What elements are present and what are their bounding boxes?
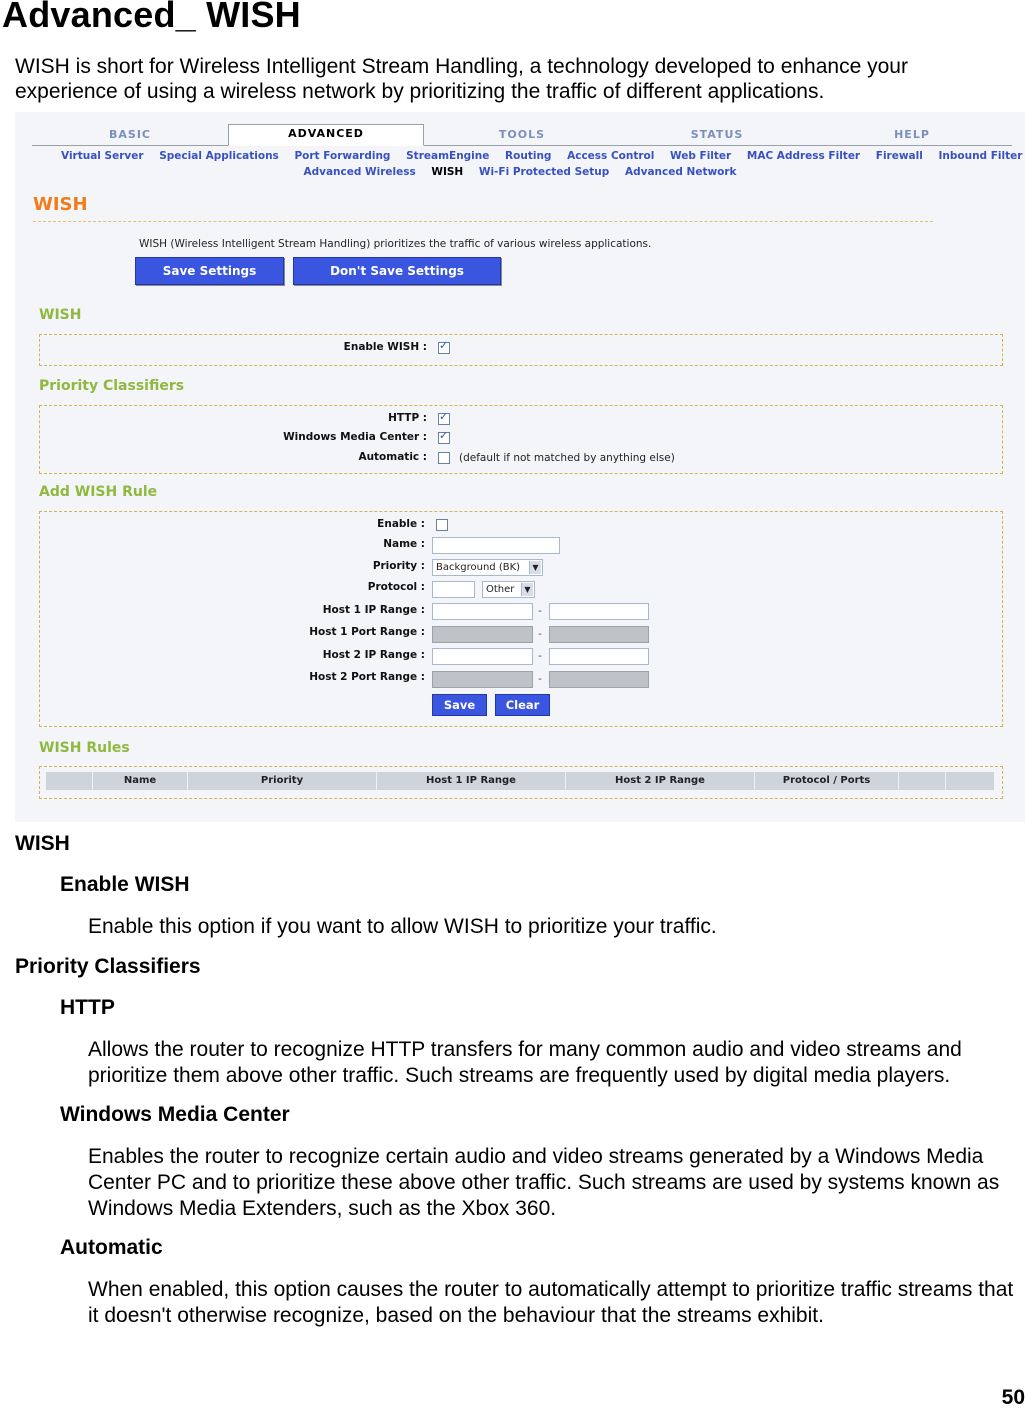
subnav-wifi-protected-setup[interactable]: Wi-Fi Protected Setup [478, 166, 610, 178]
rule-protocol-label: Protocol : [367, 581, 425, 593]
subnav-mac-address-filter[interactable]: MAC Address Filter [746, 150, 861, 162]
subnav-advanced-wireless[interactable]: Advanced Wireless [303, 166, 416, 178]
subnav-web-filter[interactable]: Web Filter [670, 150, 732, 162]
priority-section-title: Priority Classifiers [39, 378, 185, 394]
http-label: HTTP : [388, 412, 427, 424]
doc-enable-wish-text: Enable this option if you want to allow WISH to prioritize your traffic. [88, 915, 717, 938]
range-dash: - [538, 604, 542, 617]
doc-http-text: Allows the router to recognize HTTP transfers for many common audio and video streams and prioritize them above other traffic. Such streams are frequently used by digital media players. [88, 1038, 962, 1087]
page-title: Advanced_ WISH [2, 0, 301, 35]
host2-ip-label: Host 2 IP Range : [322, 649, 425, 661]
chevron-down-icon: ▼ [529, 561, 541, 574]
automatic-checkbox[interactable] [438, 452, 450, 464]
doc-priority-heading: Priority Classifiers [15, 955, 201, 978]
rule-name-input[interactable] [432, 537, 560, 554]
host1-ip-label: Host 1 IP Range : [322, 604, 425, 616]
dont-save-settings-button[interactable]: Don't Save Settings [293, 257, 501, 285]
automatic-hint: (default if not matched by anything else) [459, 452, 675, 464]
page-number: 50 [1001, 1386, 1025, 1409]
router-screenshot [15, 112, 1025, 822]
settings-heading: WISH [33, 194, 88, 215]
rule-enable-label: Enable : [377, 518, 425, 530]
tab-basic[interactable]: BASIC [109, 128, 151, 141]
tab-tools[interactable]: TOOLS [498, 128, 546, 141]
rule-protocol-value: Other [486, 584, 515, 595]
rules-col-blank [46, 772, 93, 790]
rule-enable-checkbox[interactable] [436, 519, 448, 531]
doc-wmc-heading: Windows Media Center [60, 1103, 290, 1126]
subnav-streamengine[interactable]: StreamEngine [406, 150, 490, 162]
subnav-inbound-filter[interactable]: Inbound Filter [938, 150, 1023, 162]
wmc-label: Windows Media Center : [283, 431, 427, 443]
rule-save-button[interactable]: Save [432, 694, 487, 716]
doc-wmc-text: Enables the router to recognize certain audio and video streams generated by a Windows Media Center PC and to prioritize these above other traffic. Such streams are used by systems known as Windows Media Extenders, such as the Xbox 360. [88, 1145, 1000, 1220]
doc-automatic-text: When enabled, this option causes the router to automatically attempt to prioritize traffic streams that it doesn't otherwise recognize, based on the behaviour that the streams exhibit. [88, 1278, 1014, 1327]
doc-http-heading: HTTP [60, 996, 115, 1019]
rule-priority-label: Priority : [372, 560, 425, 572]
doc-automatic-heading: Automatic [60, 1236, 163, 1259]
intro-paragraph: WISH is short for Wireless Intelligent Stream Handling, a technology developed to enhance your experience of using a wireless network by prioritizing the traffic of different applications. [15, 55, 908, 103]
host1-port-start-input[interactable] [432, 626, 533, 643]
host2-port-label: Host 2 Port Range : [309, 671, 425, 683]
rules-section-title: WISH Rules [39, 740, 130, 756]
tab-help[interactable]: HELP [894, 128, 930, 141]
host1-ip-start-input[interactable] [432, 603, 533, 620]
rules-col-priority: Priority [188, 772, 377, 790]
subnav-row-2 [55, 166, 985, 178]
subnav-row-1 [55, 150, 1023, 162]
settings-description: WISH (Wireless Intelligent Stream Handling) prioritizes the traffic of various wireless applications. [139, 238, 652, 250]
subnav-port-forwarding[interactable]: Port Forwarding [294, 150, 391, 162]
host1-port-end-input[interactable] [549, 626, 649, 643]
rules-col-host2: Host 2 IP Range [566, 772, 755, 790]
rules-col-blank [899, 772, 946, 790]
rule-protocol-select[interactable] [482, 581, 535, 598]
divider [33, 221, 933, 222]
subnav-special-applications[interactable]: Special Applications [159, 150, 279, 162]
rule-name-label: Name : [383, 538, 425, 550]
subnav-advanced-network[interactable]: Advanced Network [624, 166, 737, 178]
subnav-virtual-server[interactable]: Virtual Server [61, 150, 144, 162]
rule-priority-value: Background (BK) [436, 562, 521, 573]
http-checkbox[interactable] [438, 413, 450, 425]
rule-clear-button[interactable]: Clear [495, 694, 550, 716]
host2-port-start-input[interactable] [432, 671, 533, 688]
automatic-label: Automatic : [358, 451, 427, 463]
chevron-down-icon: ▼ [521, 583, 533, 596]
host1-port-label: Host 1 Port Range : [309, 626, 425, 638]
wish-section-box [39, 334, 1003, 366]
rules-col-name: Name [93, 772, 188, 790]
wmc-checkbox[interactable] [438, 432, 450, 444]
subnav-firewall[interactable]: Firewall [875, 150, 923, 162]
rules-col-host1: Host 1 IP Range [377, 772, 566, 790]
enable-wish-checkbox[interactable] [438, 342, 450, 354]
range-dash: - [538, 672, 542, 685]
range-dash: - [538, 649, 542, 662]
save-settings-button[interactable]: Save Settings [135, 257, 284, 285]
tab-advanced[interactable]: ADVANCED [228, 124, 424, 146]
subnav-access-control[interactable]: Access Control [567, 150, 655, 162]
enable-wish-label: Enable WISH : [343, 341, 427, 353]
tab-status[interactable]: STATUS [690, 128, 744, 141]
rule-priority-select[interactable] [432, 559, 543, 576]
main-tabs [32, 122, 1012, 146]
wish-section-title: WISH [39, 307, 82, 323]
rules-col-protocol: Protocol / Ports [755, 772, 899, 790]
subnav-wish[interactable]: WISH [431, 166, 464, 178]
host1-ip-end-input[interactable] [549, 603, 649, 620]
doc-wish-heading: WISH [15, 832, 70, 855]
rule-protocol-number-input[interactable] [432, 581, 475, 598]
rules-table-header [46, 772, 994, 790]
host2-ip-start-input[interactable] [432, 648, 533, 665]
add-rule-section-title: Add WISH Rule [39, 484, 158, 500]
subnav-routing[interactable]: Routing [505, 150, 552, 162]
host2-port-end-input[interactable] [549, 671, 649, 688]
host2-ip-end-input[interactable] [549, 648, 649, 665]
doc-enable-wish-heading: Enable WISH [60, 873, 190, 896]
range-dash: - [538, 627, 542, 640]
